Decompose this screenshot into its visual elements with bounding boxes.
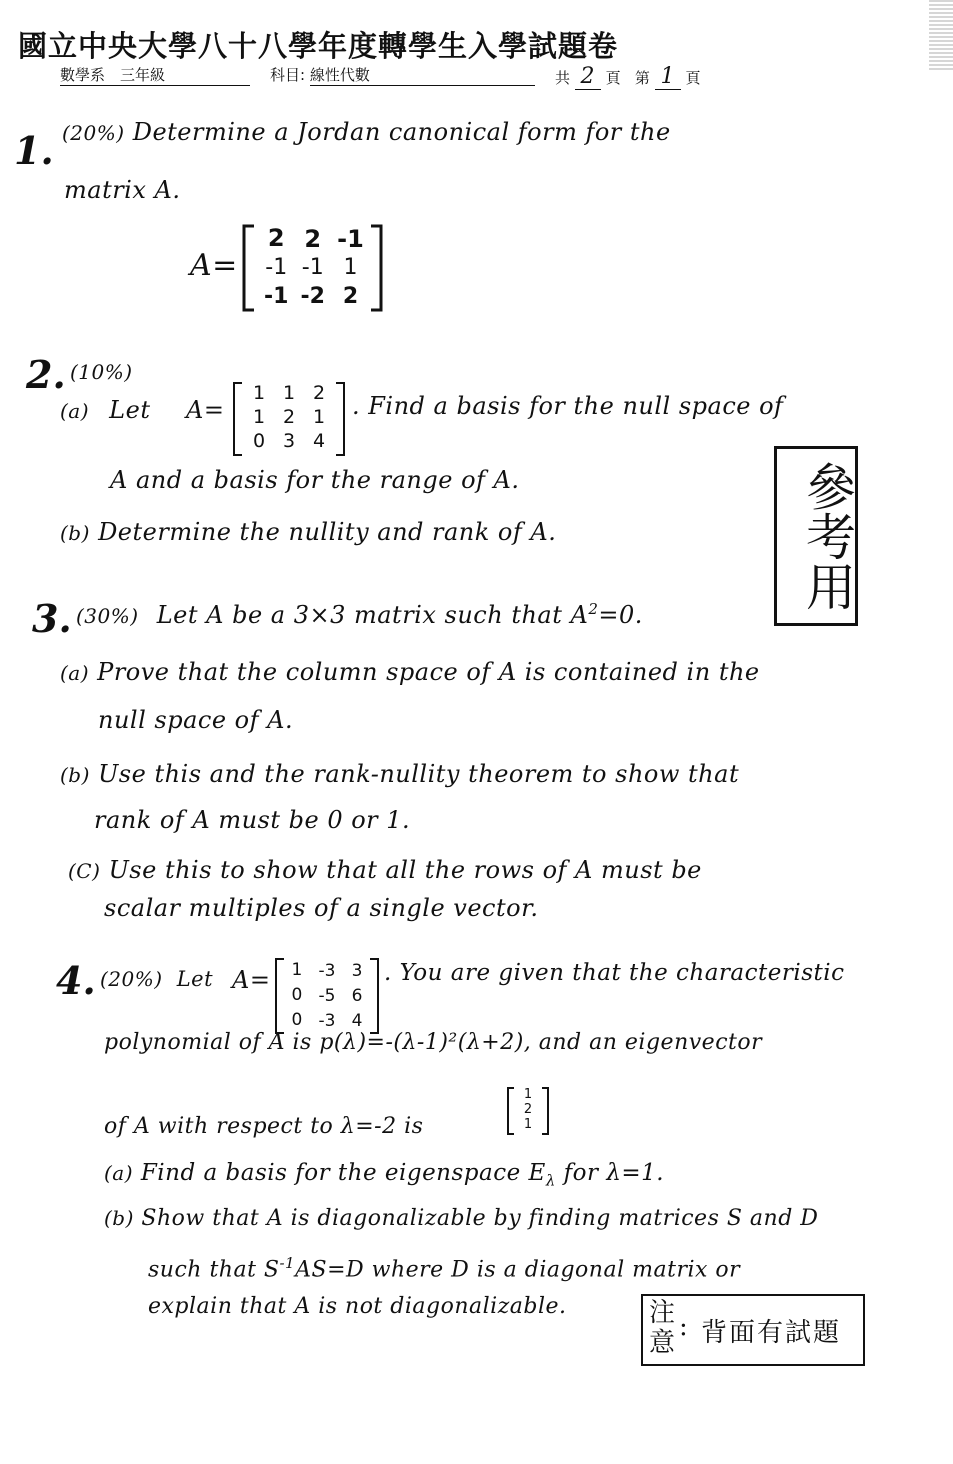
q1-line1	[62, 118, 671, 146]
q2-a-text1: . Find a basis for the null space of	[352, 392, 784, 420]
subject-field	[270, 64, 535, 86]
q4-cell: 0	[291, 985, 303, 1005]
q4-a-label: (a)	[104, 1161, 134, 1185]
q2-cell: 4	[312, 430, 326, 452]
q3-a-text2: null space of A.	[98, 706, 294, 734]
q2-matrix-label: A=	[186, 396, 225, 424]
q4-b-text2: such that S	[148, 1257, 280, 1283]
q4-b-text2-end: AS=D where D is a diagonal matrix or	[295, 1257, 741, 1283]
q2-b-text: Determine the nullity and rank of A.	[98, 518, 557, 546]
total-pages: 2	[575, 64, 601, 90]
q1-matrix	[240, 222, 385, 314]
q4-text1: . You are given that the characteristic	[384, 960, 845, 986]
page-suffix: 頁	[685, 69, 701, 87]
q1-cell: -2	[300, 284, 325, 309]
q1-cell: 2	[267, 224, 285, 252]
q2-a-text2: A and a basis for the range of A.	[110, 466, 520, 494]
q3-c-line1	[68, 856, 702, 884]
q3-weight: (30%)	[76, 604, 139, 628]
note-label-bottom: 意	[649, 1328, 676, 1358]
q3-b-label: (b)	[60, 763, 90, 787]
q4-a-sub: λ	[545, 1171, 556, 1190]
q2-weight: (10%)	[70, 360, 133, 384]
q3-b-line1	[60, 760, 739, 788]
q3-a-line1	[60, 658, 760, 686]
q4-a-text: Find a basis for the eigenspace E	[140, 1160, 546, 1186]
note-label-top: 注	[649, 1298, 676, 1328]
q4-b-text3: explain that A is not diagonalizable.	[148, 1294, 567, 1319]
q1-cell: -1	[301, 255, 324, 280]
q2-b-label: (b)	[60, 521, 90, 545]
q4-cell: 1	[291, 960, 303, 980]
q2-cell: 3	[282, 430, 296, 452]
q3-b-text2: rank of A must be 0 or 1.	[94, 806, 411, 834]
q4-eigenvector	[504, 1086, 552, 1136]
q4-b-text1: Show that A is diagonalizable by finding matrices S and D	[141, 1206, 819, 1231]
q4-b-sup: -1	[279, 1254, 296, 1272]
q4-b-line1	[104, 1206, 818, 1231]
q4-matrix-label: A=	[232, 966, 271, 994]
q3-a-label: (a)	[60, 661, 90, 685]
q2-cell: 2	[282, 406, 296, 428]
q2-cell: 1	[312, 406, 326, 428]
exam-title: 國立中央大學八十八學年度轉學生入學試題卷	[18, 29, 619, 63]
q4-vector-cell: 2	[523, 1102, 533, 1117]
q2-cell: 2	[312, 382, 326, 404]
q4-b-line2	[148, 1254, 740, 1282]
page-prefix: 第	[634, 69, 650, 87]
page-info	[555, 64, 701, 90]
q2-cell: 1	[282, 382, 296, 404]
q4-b-label: (b)	[104, 1206, 134, 1230]
q4-cell: 0	[291, 1010, 303, 1030]
q4-vector-cell: 1	[523, 1087, 533, 1102]
note-text: 背面有試題	[701, 1318, 842, 1348]
q4-vector-cell: 1	[523, 1117, 533, 1132]
q4-text3: of A with respect to λ=-2 is	[104, 1114, 424, 1139]
q4-intro-line	[100, 964, 213, 992]
note-label	[649, 1298, 675, 1358]
q3-intro-end: =0.	[598, 601, 643, 629]
q2-cell: 1	[252, 382, 266, 404]
q2-a-let: Let	[109, 396, 151, 424]
q4-cell: 4	[351, 1010, 363, 1031]
q4-cell: -3	[318, 960, 336, 981]
q3-intro-line	[76, 600, 643, 629]
q1-cell: -1	[264, 284, 289, 309]
q1-text-line1: Determine a Jordan canonical form for the	[132, 118, 671, 146]
note-box	[641, 1294, 865, 1366]
q3-c-text1: Use this to show that all the rows of A must be	[108, 856, 702, 884]
q4-cell: 6	[351, 985, 363, 1006]
q3-a-text1: Prove that the column space of A is contained in the	[97, 658, 760, 686]
q4-weight: (20%)	[100, 967, 163, 991]
q4-number: 4.	[56, 958, 96, 1003]
q2-cell: 0	[252, 430, 266, 452]
scan-noise	[929, 0, 953, 70]
q1-weight: (20%)	[62, 121, 125, 145]
q4-text2: polynomial of A is p(λ)=-(λ-1)²(λ+2), and an eigenvector	[104, 1030, 763, 1055]
q3-c-text2: scalar multiples of a single vector.	[104, 894, 539, 922]
q3-b-text1: Use this and the rank-nullity theorem to show that	[98, 760, 740, 788]
subject-label: 科目:	[270, 66, 306, 84]
q2-cell: 1	[252, 406, 266, 428]
department-value: 數學系 三年級	[60, 64, 250, 86]
q1-matrix-table	[258, 224, 370, 311]
q4-matrix-table	[284, 958, 370, 1033]
q1-cell: 1	[343, 255, 358, 280]
q1-cell: 2	[304, 224, 322, 253]
q4-a-end: for λ=1.	[563, 1160, 665, 1186]
page-number: 1	[655, 64, 681, 90]
q4-cell: -5	[318, 985, 336, 1006]
q3-intro-sup: 2	[588, 600, 599, 618]
q1-cell: -1	[265, 255, 288, 280]
q3-number: 3.	[32, 596, 72, 641]
total-pages-prefix: 共	[555, 69, 571, 87]
q1-matrix-label: A=	[190, 248, 238, 283]
q2-number: 2.	[26, 352, 66, 397]
q2-matrix	[230, 380, 348, 458]
q4-vector-table	[514, 1087, 542, 1132]
department-field	[60, 64, 250, 86]
q4-cell: -3	[318, 1010, 336, 1031]
q1-text-line2: matrix A.	[64, 176, 181, 204]
q2-a-line1	[60, 396, 150, 424]
q4-let: Let	[176, 967, 214, 991]
q3-intro: Let A be a 3×3 matrix such that A	[156, 601, 589, 629]
q2-matrix-table	[244, 381, 334, 453]
q4-cell: 3	[351, 960, 363, 981]
total-pages-suffix: 頁	[605, 69, 621, 87]
q3-c-label: (C)	[68, 859, 101, 883]
q1-cell: -1	[337, 224, 364, 253]
reference-stamp: 參考用	[774, 446, 858, 626]
subject-value: 線性代數	[310, 64, 535, 86]
q1-number: 1.	[14, 128, 54, 173]
q4-a-line	[104, 1160, 664, 1190]
q1-cell: 2	[342, 284, 359, 309]
q4-matrix	[272, 956, 382, 1036]
q2-a-label: (a)	[60, 399, 90, 423]
note-colon: :	[679, 1312, 688, 1342]
q2-b-line	[60, 518, 556, 546]
